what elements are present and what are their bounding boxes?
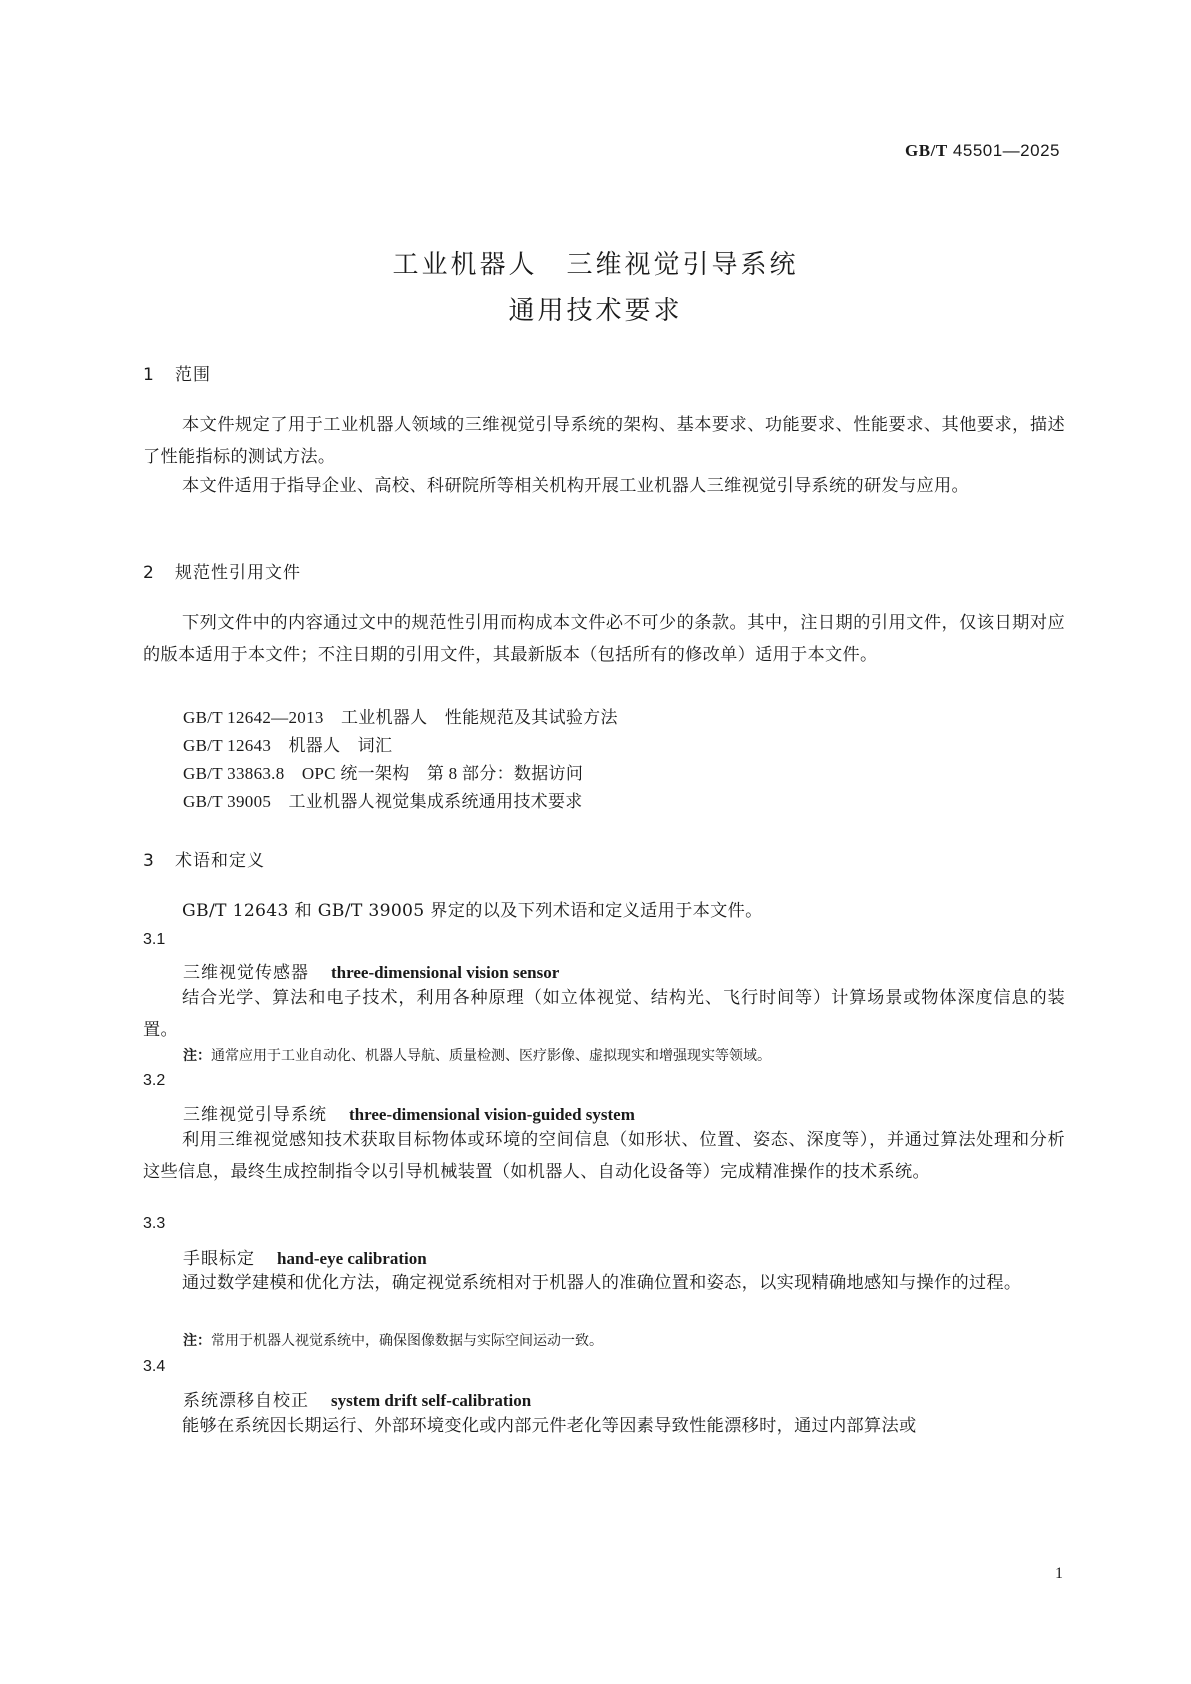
section-3-heading — [143, 846, 265, 871]
term-chinese: 系统漂移自校正 — [183, 1391, 309, 1411]
term-chinese: 三维视觉传感器 — [183, 963, 309, 983]
reference-item: GB/T 39005 工业机器人视觉集成系统通用技术要求 — [183, 792, 583, 811]
note-label: 注： — [183, 1333, 211, 1349]
reference-item: GB/T 12643 机器人 词汇 — [183, 736, 393, 755]
reference-item: GB/T 33863.8 OPC 统一架构 第 8 部分：数据访问 — [183, 764, 584, 783]
term-english: system drift self-calibration — [331, 1391, 532, 1410]
section-title: 术语和定义 — [175, 851, 265, 871]
document-title-line1: 工业机器人 三维视觉引导系统 — [392, 250, 799, 280]
section-number: 2 — [143, 563, 155, 583]
section-title: 规范性引用文件 — [175, 563, 301, 583]
term-definition: 能够在系统因长期运行、外部环境变化或内部元件老化等因素导致性能漂移时，通过内部算法或 — [182, 1416, 917, 1436]
note-text: 常用于机器人视觉系统中，确保图像数据与实际空间运动一致。 — [211, 1333, 603, 1349]
term-definition: 结合光学、算法和电子技术，利用各种原理（如立体视觉、结构光、飞行时间等）计算场景或物体深度信息的装置。 — [143, 988, 1065, 1040]
scope-paragraph-2: 本文件适用于指导企业、高校、科研院所等相关机构开展工业机器人三维视觉引导系统的研发与应用。 — [182, 476, 969, 496]
term-english: three-dimensional vision-guided system — [349, 1105, 635, 1124]
normative-refs-paragraph: 下列文件中的内容通过文中的规范性引用而构成本文件必不可少的条款。其中，注日期的引用文件，仅该日期对应的版本适用于本文件；不注日期的引用文件，其最新版本（包括所有的修改单）适用于本文件。 — [143, 613, 1065, 665]
page-number: 1 — [1055, 1565, 1063, 1582]
term-chinese: 三维视觉引导系统 — [183, 1105, 327, 1125]
section-number: 1 — [143, 365, 155, 385]
clause-number: 3.1 — [143, 931, 166, 948]
reference-item: GB/T 12642—2013 工业机器人 性能规范及其试验方法 — [183, 708, 618, 727]
term-english: hand-eye calibration — [277, 1249, 427, 1268]
scope-paragraph-1: 本文件规定了用于工业机器人领域的三维视觉引导系统的架构、基本要求、功能要求、性能要求、其他要求，描述了性能指标的测试方法。 — [143, 415, 1065, 467]
section-number: 3 — [143, 851, 155, 871]
term-heading — [183, 1244, 427, 1269]
term-heading — [183, 1100, 635, 1125]
standard-code — [905, 141, 1060, 161]
standard-code-number: 45501—2025 — [952, 141, 1060, 160]
section-title: 范围 — [175, 365, 211, 385]
term-note — [183, 1330, 603, 1350]
term-definition: 利用三维视觉感知技术获取目标物体或环境的空间信息（如形状、位置、姿态、深度等），并通过算法处理和分析这些信息，最终生成控制指令以引导机械装置（如机器人、自动化设备等）完成精准操作的技术系统。 — [143, 1130, 1065, 1182]
standard-code-prefix: GB/T — [905, 141, 948, 160]
term-heading — [183, 958, 559, 983]
term-heading — [183, 1386, 531, 1411]
term-note — [183, 1045, 771, 1065]
clause-number: 3.4 — [143, 1358, 166, 1375]
term-chinese: 手眼标定 — [183, 1249, 255, 1269]
document-title-line2: 通用技术要求 — [508, 296, 683, 326]
clause-number: 3.2 — [143, 1072, 166, 1089]
term-definition: 通过数学建模和优化方法，确定视觉系统相对于机器人的准确位置和姿态，以实现精确地感知与操作的过程。 — [182, 1273, 1022, 1293]
note-text: 通常应用于工业自动化、机器人导航、质量检测、医疗影像、虚拟现实和增强现实等领域。 — [211, 1048, 771, 1064]
note-label: 注： — [183, 1048, 211, 1064]
section-2-heading — [143, 558, 301, 583]
terms-intro-paragraph: GB/T 12643 和 GB/T 39005 界定的以及下列术语和定义适用于本文件。 — [182, 901, 763, 921]
section-1-heading — [143, 360, 211, 385]
clause-number: 3.3 — [143, 1215, 166, 1232]
term-english: three-dimensional vision sensor — [331, 963, 560, 982]
